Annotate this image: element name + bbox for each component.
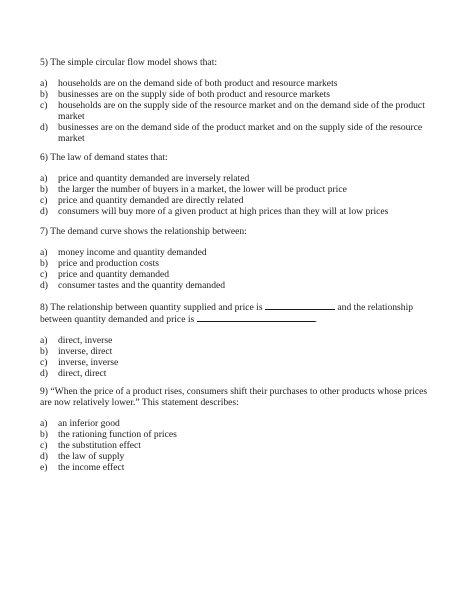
option-b[interactable] <box>40 346 440 357</box>
option-d[interactable] <box>40 451 440 462</box>
option-text: an inferior good <box>58 418 120 429</box>
option-text: consumer tastes and the quantity demanded <box>58 280 226 291</box>
question-text: “When the price of a product rises, consumers shift their purchases to other products whose prices are now relatively lower.” This statement describes: <box>40 386 430 408</box>
option-letter: c) <box>40 357 48 368</box>
option-letter: b) <box>40 346 48 357</box>
option-letter: d) <box>40 368 48 379</box>
option-c[interactable] <box>40 357 440 368</box>
option-letter: d) <box>40 280 48 291</box>
option-d[interactable] <box>40 280 440 291</box>
option-b[interactable] <box>40 429 440 440</box>
question-5 <box>40 57 440 144</box>
option-letter: c) <box>40 195 48 206</box>
option-text: businesses are on the demand side of the product market and on the supply side of the resource market <box>58 122 423 144</box>
question-number: 5) <box>40 57 48 68</box>
question-text-part2: and the relationship between quantity demanded and price is <box>40 302 416 325</box>
option-text: price and quantity demanded are directly related <box>58 195 244 206</box>
option-text: the substitution effect <box>58 440 141 451</box>
question-6 <box>40 152 440 217</box>
option-letter: d) <box>40 122 48 133</box>
option-letter: a) <box>40 173 48 184</box>
option-d[interactable] <box>40 206 440 217</box>
option-a[interactable] <box>40 173 440 184</box>
option-letter: b) <box>40 89 48 100</box>
option-text: money income and quantity demanded <box>58 247 207 258</box>
option-letter: a) <box>40 78 48 89</box>
option-letter: b) <box>40 184 48 195</box>
option-b[interactable] <box>40 89 440 100</box>
question-7 <box>40 226 440 291</box>
option-list <box>40 335 440 379</box>
option-text: price and quantity demanded <box>58 269 170 280</box>
option-c[interactable] <box>40 195 440 206</box>
option-a[interactable] <box>40 418 440 429</box>
option-text: price and quantity demanded are inversely related <box>58 173 250 184</box>
option-c[interactable] <box>40 269 440 280</box>
question-number: 6) <box>40 152 48 163</box>
question-text-end: . <box>314 314 318 325</box>
option-b[interactable] <box>40 184 440 195</box>
option-text: businesses are on the supply side of both product and resource markets <box>58 89 331 100</box>
option-text: households are on the supply side of the resource market and on the demand side of the product market <box>58 100 425 122</box>
option-list <box>40 418 440 473</box>
answer-blank-2[interactable] <box>197 313 315 322</box>
option-e[interactable] <box>40 462 440 473</box>
option-letter: e) <box>40 462 48 473</box>
option-text: direct, inverse <box>58 335 113 346</box>
option-letter: a) <box>40 335 48 346</box>
question-prompt <box>40 301 440 325</box>
option-text: inverse, direct <box>58 346 113 357</box>
option-c[interactable] <box>40 440 440 451</box>
option-letter: a) <box>40 247 48 258</box>
question-8 <box>40 301 440 379</box>
option-text: the larger the number of buyers in a market, the lower will be product price <box>58 184 347 195</box>
option-text: direct, direct <box>58 368 107 379</box>
question-9 <box>40 386 440 473</box>
option-d[interactable] <box>40 368 440 379</box>
option-c[interactable] <box>40 100 440 122</box>
option-b[interactable] <box>40 258 440 269</box>
option-letter: c) <box>40 440 48 451</box>
option-a[interactable] <box>40 78 440 89</box>
question-number: 8) <box>40 302 48 313</box>
question-number: 7) <box>40 226 48 237</box>
option-text: the income effect <box>58 462 125 473</box>
question-text: The demand curve shows the relationship between: <box>50 226 247 237</box>
question-prompt <box>40 386 440 408</box>
option-list <box>40 247 440 291</box>
option-letter: a) <box>40 418 48 429</box>
option-text: inverse, inverse <box>58 357 119 368</box>
option-letter: b) <box>40 258 48 269</box>
option-list <box>40 173 440 217</box>
option-letter: c) <box>40 100 48 111</box>
option-letter: d) <box>40 206 48 217</box>
question-text-part1: The relationship between quantity supplied and price is <box>50 302 263 313</box>
option-a[interactable] <box>40 335 440 346</box>
option-text: consumers will buy more of a given product at high prices than they will at low prices <box>58 206 389 217</box>
option-text: the rationing function of prices <box>58 429 177 440</box>
option-d[interactable] <box>40 122 440 144</box>
option-a[interactable] <box>40 247 440 258</box>
question-prompt <box>40 152 440 163</box>
question-number: 9) <box>40 386 48 397</box>
option-letter: d) <box>40 451 48 462</box>
answer-blank-1[interactable] <box>265 301 335 310</box>
option-text: the law of supply <box>58 451 125 462</box>
question-prompt <box>40 226 440 237</box>
option-text: price and production costs <box>58 258 159 269</box>
question-text: The simple circular flow model shows that: <box>50 57 218 68</box>
option-letter: c) <box>40 269 48 280</box>
option-letter: b) <box>40 429 48 440</box>
question-prompt <box>40 57 440 68</box>
option-list <box>40 78 440 144</box>
option-text: households are on the demand side of both product and resource markets <box>58 78 338 89</box>
question-text: The law of demand states that: <box>50 152 168 163</box>
